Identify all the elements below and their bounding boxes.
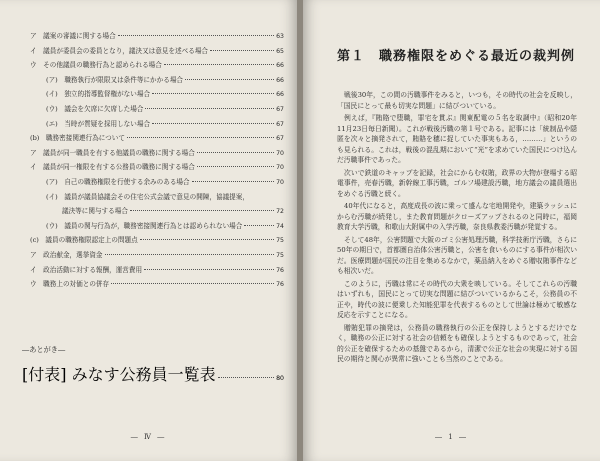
toc-entry-label: (イ) 独立的指導監督権がない場合 [46, 90, 151, 99]
toc-entry-page: 70 [276, 149, 284, 157]
body-paragraph: このように，汚職は常にその時代の大衆を映している。そしてこれらの汚職はいずれも，国民にとって切実な問題に結びついているからこそ，公務員の不正や，時代の波に便乗した知能犯罪を代表するものとして世論は極めて敏感な反応を示すことになる。 [337, 279, 577, 319]
toc-entry [22, 118, 284, 133]
left-page-folio: ― Ⅳ ― [130, 433, 167, 441]
toc-entry-page: 76 [276, 281, 284, 289]
toc-entry [22, 161, 284, 176]
body-paragraph: 戦後30年，この間の汚職事件をみると，いつも，その時代の社会を反映し，「国民にとって最も切実な問題」に結びついている。 [337, 91, 577, 110]
toc-entry [22, 278, 284, 293]
toc-entry [22, 103, 284, 118]
toc-entry-page: 76 [276, 266, 284, 274]
leader-dots [197, 152, 274, 153]
toc-entry-label: 議決等に関与する場合 [62, 207, 128, 216]
body-paragraph: 次いで鉄道のキャップを記録，社会にからむ収賄，政界の大物が登場する昭電事件，売春汚職，新幹線工事汚職，ゴルフ場建設汚職，地方議会の議員選出をめぐる汚職と続く。 [337, 168, 577, 198]
toc-entry [22, 132, 284, 147]
toc-entry-label: ウ その他議員の職務行為と認められる場合 [30, 61, 162, 70]
leader-dots [185, 79, 274, 80]
toc-entry [22, 220, 284, 235]
toc-entry-label: (ア) 職務執行が限限又は条件等にかかる場合 [46, 75, 184, 84]
leader-dots [192, 181, 275, 182]
toc-entry [22, 147, 284, 162]
toc-entry-page: 75 [276, 237, 284, 245]
toc-entry-page: 65 [276, 47, 284, 55]
body-paragraph: そして48年，公害問題で大阪のゴミ公害処理汚職，科学技術庁汚職，さらに50年の期日で，首都圏自治体公害汚職と，公害を食いものにする事件が相次いだ。医療問題が国民の注目を集めるなかで，薬品納入をめぐる贈収賄事件なども相次いだ。 [337, 235, 577, 275]
body-text [337, 90, 577, 367]
toc-entry-page: 70 [276, 164, 284, 172]
leader-dots [130, 210, 274, 211]
right-page [303, 0, 600, 461]
leader-dots [127, 137, 274, 138]
toc-entry [22, 205, 284, 220]
leader-dots [164, 64, 274, 65]
appendix-entry [22, 362, 284, 384]
leader-dots [210, 50, 274, 51]
toc-entry-page: 63 [276, 33, 284, 40]
toc-entry-label: (イ) 議員が議員協議会その住宅公式会議で意見の開陳，協議提案， [46, 192, 249, 201]
appendix-page: 80 [276, 375, 284, 382]
toc-entry-page: 74 [276, 222, 284, 230]
toc-entry [22, 30, 284, 45]
toc-entry-page: 67 [276, 135, 284, 143]
toc-entry [22, 234, 284, 249]
appendix-label: [付表] みなす公務員一覧表 [22, 365, 216, 384]
toc-entry-label: (ア) 自己の職務権限を行使する余みのある場合 [46, 177, 190, 186]
toc-entry [22, 45, 284, 60]
toc-entry-label: ア 議案の審議に関する場合 [30, 32, 116, 40]
toc-entry-page: 66 [276, 76, 284, 84]
toc-entry-label: ア 議員が同一職員を有する他議員の職務に関する場合 [30, 148, 195, 157]
toc-entry-label: ウ 職務上の対価との併存 [30, 280, 110, 289]
leader-dots [244, 225, 274, 226]
leader-dots [111, 283, 274, 284]
leader-dots [105, 254, 275, 255]
toc-entry-page: 75 [276, 251, 284, 259]
leader-dots [144, 269, 274, 270]
table-of-contents [22, 30, 284, 293]
toc-entry [22, 74, 284, 89]
toc-entry-label: (c) 議員の職務権限認定上の問題点 [30, 236, 138, 245]
toc-entry-label: イ 議員が委員会の委員となり，議決又は意見を述べる場合 [30, 46, 209, 55]
toc-entry [22, 249, 284, 264]
toc-entry [22, 59, 284, 74]
leader-dots [197, 166, 274, 167]
toc-entry-page: 72 [276, 208, 284, 216]
body-paragraph: 例えば，『賄賂で堕職，罪宅を貫ぶ』関東配電の５名を取調中』（昭和20年11月23日毎日新聞）。これが戦後汚職の第１号である。記事には「統制品や隠匿を次々と摘発されて，賄賂を穂に捉していた事実もある，………」というのも見られる。これは，戦後の混乱期において“光”を求めていた国民につけ込んだ汚職事件であった。 [337, 114, 577, 164]
toc-entry-label: ア 政治献金，選挙資金 [30, 250, 103, 259]
toc-entry-label: イ 議員が同一権限を有する公務員の職務に関する場合 [30, 163, 195, 172]
toc-entry-page: 67 [276, 120, 284, 128]
right-page-folio: ― 1 ― [435, 433, 468, 441]
leader-dots [140, 239, 274, 240]
leader-dots [118, 35, 274, 36]
body-paragraph: 贈賄犯罪の摘発は，公務員の職務執行の公正を保持しようとするだけでなく，職務の公正に対する社会の信頼をも確保しようとするものであって，社会的公正を確保するための基盤であるから，清潔で公正な社会の実現に対する国民の期待と関心が異常に強いことも当然のことである。 [337, 323, 577, 363]
toc-entry [22, 191, 284, 206]
left-page [0, 0, 297, 461]
leader-dots [145, 108, 274, 109]
toc-entry-page: 67 [276, 105, 284, 113]
toc-entry-label: イ 政治活動に対する報酬，運営費用 [30, 265, 143, 274]
toc-entry-label: (ウ) 議員の関与行為が，職務密接関連行為とは認められない場合 [46, 221, 243, 230]
toc-entry-page: 70 [276, 178, 284, 186]
afterword-heading: ―あとがき― [22, 345, 66, 354]
toc-entry-label: (b) 職務密接関連行為について [30, 134, 125, 143]
toc-entry [22, 264, 284, 279]
toc-entry-page: 66 [276, 91, 284, 99]
toc-entry-page: 66 [276, 62, 284, 70]
toc-entry-label: (ウ) 議会を欠席に欠席した場合 [46, 104, 144, 113]
leader-dots [218, 377, 275, 378]
chapter-title: 第１ 職務権限をめぐる最近の裁判例 [337, 49, 576, 64]
leader-dots [152, 123, 274, 124]
toc-entry [22, 176, 284, 191]
toc-entry [22, 88, 284, 103]
body-paragraph: 40年代になると，高度成長の波に乗って盛んな宅地開発や，建築ラッシュにからむ汚職が続発し，また教育問題がクローズアップされるのと同時に，福岡教育大学汚職，和歌山大附属中の入学汚職，奈良県教委汚職が発覚する。 [337, 202, 577, 231]
leader-dots [152, 93, 274, 94]
toc-entry-label: (エ) 当時が質疑を採用しない場合 [46, 119, 151, 128]
